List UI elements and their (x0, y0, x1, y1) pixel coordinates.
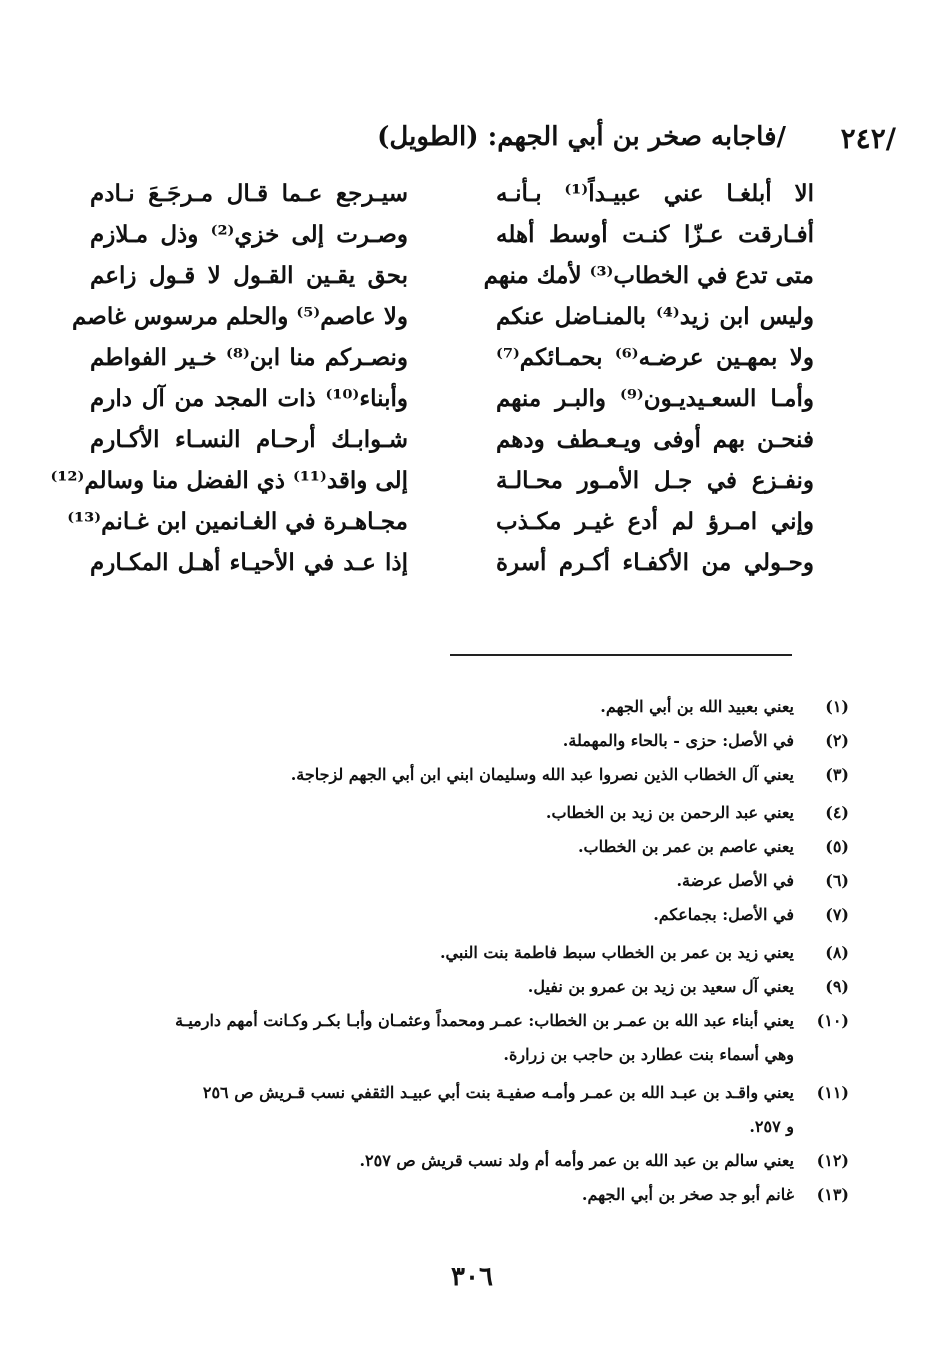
verse-second-hemistich: ونصـركم منا ابن⁽⁸⁾ خـير الفواطم (90, 344, 408, 371)
footnote-number: (٦) (825, 871, 849, 890)
poem-title: /فاجابه صخر بن أبي الجهم: (الطويل) (377, 122, 786, 152)
footnote (95, 690, 849, 724)
footnote (95, 970, 849, 1004)
footnote-number: (٤) (825, 803, 849, 822)
footnote (95, 1144, 849, 1178)
footnote (95, 830, 849, 864)
footnote-text: يعني آل سعيد بن زيد بن عمرو بن نفيل. (527, 977, 794, 996)
footnote-text: في الأصل: بجماعكم. (653, 905, 794, 924)
footnote-text: يعني سالم بن عبد الله بن عمر وأمه أم ولد نسب قريش ص ٢٥٧. (359, 1151, 794, 1170)
verse-first-hemistich: ولا بمهـين عرضـه⁽⁶⁾ بحمـائكم⁽⁷⁾ (496, 344, 814, 371)
footnote-number: (١) (825, 697, 849, 716)
footnote-text: يعني عاصم بن عمر بن الخطاب. (577, 837, 794, 856)
footnote-number: (١٢) (816, 1151, 849, 1170)
footnote-text-continued: و ٢٥٧. (749, 1117, 794, 1136)
footnote-number: (٨) (825, 943, 849, 962)
verse (90, 180, 814, 221)
verse (90, 221, 814, 262)
verse (90, 262, 814, 303)
footnote-text: في الأصل: حزى - بالحاء والمهملة. (562, 731, 794, 750)
footnote-text: يعني آل الخطاب الذين نصروا عبد الله وسليمان ابني ابن أبي الجهم لزجاجة. (290, 765, 794, 784)
verse-second-hemistich: شـوابـك أرحـام النسـاء الأكـارم (90, 426, 408, 453)
footnote-text: غانم أبو جد صخر بن أبي الجهم. (581, 1185, 794, 1204)
poem-header (60, 122, 896, 162)
verse-first-hemistich: أفـارقت عـزّا كنـت أوسط أهله (496, 221, 814, 248)
footnote-number: (١٠) (816, 1011, 849, 1030)
verse-second-hemistich: ولا عاصم⁽⁵⁾ والحلم مرسوس غاصم (72, 303, 408, 330)
footnote-number: (٢) (825, 731, 849, 750)
verse-first-hemistich: وليس ابن زيد⁽⁴⁾ بالمنـاضل عنكم (496, 303, 814, 330)
verse (90, 344, 814, 385)
footnote-number: (٣) (825, 765, 849, 784)
poem-body (50, 180, 814, 590)
verse (50, 467, 814, 508)
verse-second-hemistich: سيـرجع عـما قـال مـرجَـعَ نـادم (90, 180, 408, 207)
footnote-text: يعني أبناء عبد الله بن عمـر بن الخطاب: عمـر ومحمداً وعثمـان وأبـا بكـر وكـانت أمهم دارميـة (175, 1011, 794, 1030)
verse-first-hemistich: فنحـن بهم أوفى ويـعـطف ودهم (496, 426, 814, 453)
footnote (95, 1178, 849, 1212)
footnote-divider (450, 654, 792, 656)
verse (72, 303, 814, 344)
footnote (95, 898, 849, 932)
footnote-text-continued: وهي أسماء بنت عطارد بن حاجب بن زرارة. (503, 1045, 794, 1064)
footnote (95, 864, 849, 898)
verse-first-hemistich: ونفـزع في جـل الأمـور محـالـة (496, 467, 814, 494)
footnote-text: يعني زيد بن عمر بن الخطاب سبط فاطمة بنت النبي. (439, 943, 794, 962)
footnote-number: (٥) (825, 837, 849, 856)
footnote (95, 758, 849, 792)
footnote (95, 724, 849, 758)
verse-first-hemistich: وأمـا السعـيديـون⁽⁹⁾ والبـر منهم (496, 385, 814, 412)
verse-second-hemistich: إلى واقد⁽¹¹⁾ ذي الفضل منا وسالم⁽¹²⁾ (50, 467, 408, 494)
footnote-number: (١٣) (816, 1185, 849, 1204)
verse-first-hemistich: وإني امـرؤ لم أدع غيـر مكـذب (496, 508, 814, 535)
verse-second-hemistich: وأبناء⁽¹⁰⁾ ذات المجد من آل دارم (90, 385, 408, 412)
footnote-text: يعني عبد الرحمن بن زيد بن الخطاب. (545, 803, 794, 822)
verse-first-hemistich: الا أبلغـا عني عبيـداً⁽¹⁾ بـأنـه (496, 180, 814, 207)
footnote (95, 1076, 849, 1144)
verse-second-hemistich: بحق يقـين القـول لا قـول زاعم (90, 262, 408, 289)
verse-second-hemistich: إذا عـد في الأحيـاء أهـل المكـارم (90, 549, 408, 576)
page-number: ٣٠٦ (451, 1262, 493, 1292)
footnote-number: (٧) (825, 905, 849, 924)
footnotes (95, 690, 849, 1212)
verse (67, 508, 814, 549)
verse-second-hemistich: وصـرت إلى خزي⁽²⁾ وذل مـلازم (90, 221, 408, 248)
verse-first-hemistich: وحـولي من الأكفـاء أكـرم أسرة (496, 549, 814, 576)
verse (90, 385, 814, 426)
verse (90, 426, 814, 467)
poem-number: /٢٤٢ (840, 122, 896, 155)
verse (90, 549, 814, 590)
footnote-text: يعني واقـد بن عبـد الله بن عمـر وأمـه صفيـة بنت أبي عبيـد الثقفي نسب قـريش ص ٢٥٦ (202, 1083, 794, 1102)
footnote (95, 1004, 849, 1072)
footnote-number: (٩) (825, 977, 849, 996)
verse-second-hemistich: مجـاهـرة في الغـانمين ابن غـانم⁽¹³⁾ (67, 508, 408, 535)
verse-first-hemistich: متى تدع في الخطاب⁽³⁾ لأمك منهم (483, 262, 814, 289)
footnote-text: في الأصل عرضة. (676, 871, 794, 890)
footnote (95, 936, 849, 970)
footnote-number: (١١) (816, 1083, 849, 1102)
footnote (95, 796, 849, 830)
footnote-text: يعني بعبيد الله بن أبي الجهم. (600, 697, 794, 716)
